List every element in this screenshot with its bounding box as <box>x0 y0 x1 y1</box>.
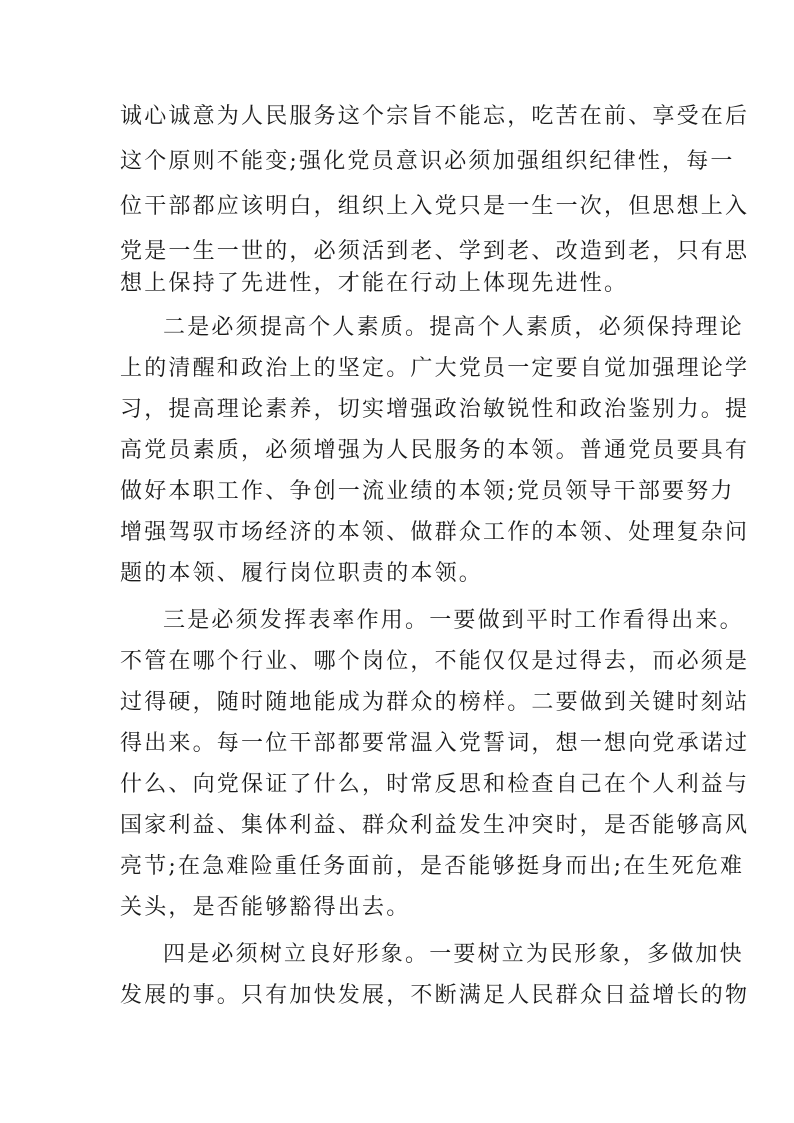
text-line: 党是一生一世的，必须活到老、学到老、改造到老，只有思 <box>120 239 750 264</box>
text-line: 发展的事。只有加快发展，不断满足人民群众日益增长的物 <box>120 983 750 1008</box>
text-line: 什么、向党保证了什么，时常反思和检查自己在个人利益与 <box>120 772 750 797</box>
text-line: 过得硬，随时随地能成为群众的榜样。二要做到关键时刻站 <box>120 690 750 715</box>
text-line: 得出来。每一位干部都要常温入党誓词，想一想向党承诺过 <box>120 731 750 756</box>
text-line: 题的本领、履行岗位职责的本领。 <box>120 561 484 586</box>
text-line: 做好本职工作、争创一流业绩的本领;党员领导干部要努力 <box>120 479 735 504</box>
text-line: 这个原则不能变;强化党员意识必须加强组织纪律性，每一 <box>120 149 735 174</box>
paragraph-4-first-line: 四是必须树立良好形象。一要树立为民形象，多做加快 <box>163 942 744 967</box>
text-line: 想上保持了先进性，才能在行动上体现先进性。 <box>120 271 629 296</box>
text-line: 关头，是否能够豁得出去。 <box>120 895 411 920</box>
text-line: 不管在哪个行业、哪个岗位，不能仅仅是过得去，而必须是 <box>120 649 750 674</box>
paragraph-2-first-line: 二是必须提高个人素质。提高个人素质，必须保持理论 <box>163 315 744 340</box>
paragraph-3-first-line: 三是必须发挥表率作用。一要做到平时工作看得出来。 <box>163 608 744 633</box>
text-line: 上的清醒和政治上的坚定。广大党员一定要自觉加强理论学 <box>120 356 750 381</box>
text-line: 国家利益、集体利益、群众利益发生冲突时，是否能够高风 <box>120 813 750 838</box>
text-line: 高党员素质，必须增强为人民服务的本领。普通党员要具有 <box>120 438 750 463</box>
text-line: 诚心诚意为人民服务这个宗旨不能忘，吃苦在前、享受在后 <box>120 104 750 129</box>
text-line: 习，提高理论素养，切实增强政治敏锐性和政治鉴别力。提 <box>120 397 750 422</box>
text-line: 位干部都应该明白，组织上入党只是一生一次，但思想上入 <box>120 194 750 219</box>
text-line: 亮节;在急难险重任务面前，是否能够挺身而出;在生死危难 <box>120 854 745 879</box>
text-line: 增强驾驭市场经济的本领、做群众工作的本领、处理复杂问 <box>120 520 750 545</box>
